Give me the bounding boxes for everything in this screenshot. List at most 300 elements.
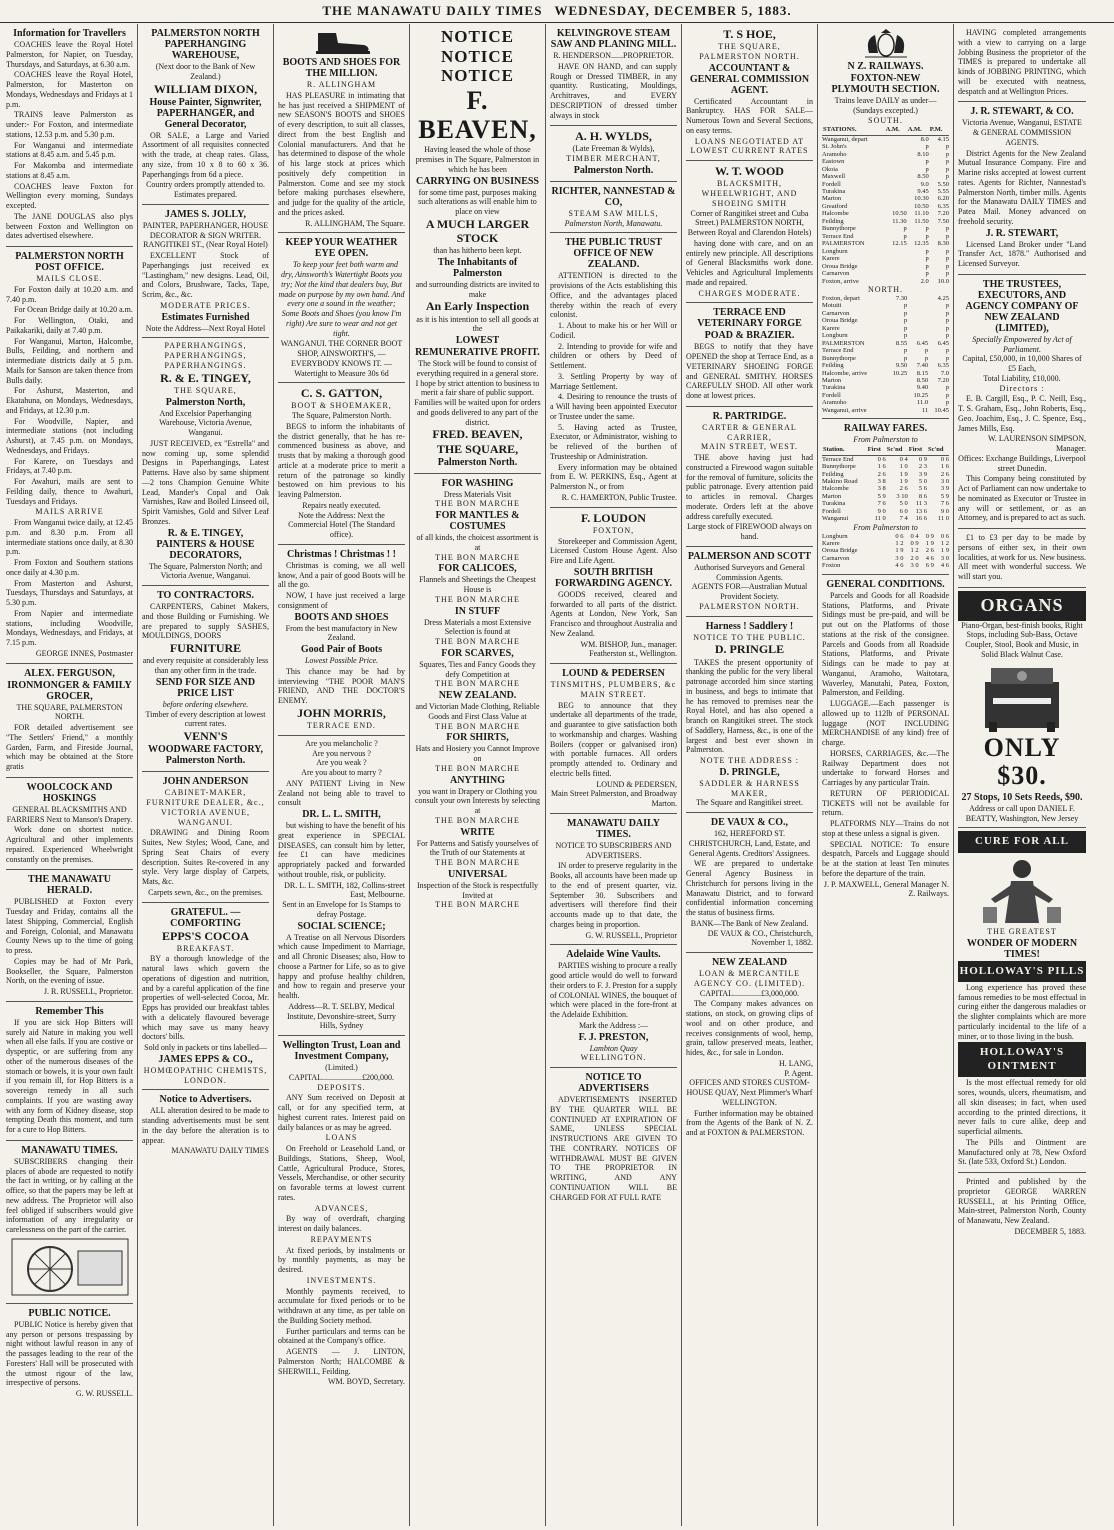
- trustees-ad: [958, 275, 1086, 529]
- adelaide-ad: [550, 945, 677, 1068]
- timetable-cell: p: [945, 332, 949, 340]
- keep-body: To keep your feet both warm and dry, Ainsworth's Watertight Boots you try; Not the kind that dealers buy, But made on purpose by my own hand. And every one a sound in the weather; Some Boots and Shoes (you know I'm right) Are sure to wear and not get tight.: [278, 260, 405, 338]
- fares-cell: 0 9: [925, 532, 934, 540]
- timetable-cell: Maxwell: [822, 173, 846, 181]
- fares-cell: 6 0: [899, 507, 908, 515]
- beaven-body: Having leased the whole of those premises in The Square, Palmerston in which he has been: [415, 145, 540, 174]
- timetable-header-cell: A.M.: [907, 125, 929, 135]
- shoe-body: Certificated Accountant in Bankruptcy. HAS FOR SALE—Numerous Town and Several Sections, on easy terms.: [686, 96, 813, 135]
- fares-header-cell: Sc'nd: [886, 445, 908, 455]
- christmas-body: Christmas is coming, we all well know, And a pair of good Boots will be all the go.: [278, 560, 405, 590]
- shoe-ad: [686, 24, 813, 161]
- jolly-note: Note the Address—Next Royal Hotel: [145, 323, 266, 333]
- fares-row: [822, 540, 949, 547]
- fares-cell: 2 6: [877, 470, 886, 478]
- allingham-signature: R. ALLINGHAM, The Square.: [305, 218, 405, 228]
- keep-address: WANGANUI. THE CORNER BOOT SHOP, AINSWORTH'S, — EVERYBODY KNOWS IT. — Watertight to Measure 30s 6d: [280, 339, 403, 378]
- fares-cell: 1 2: [895, 540, 904, 547]
- timetable-row: [822, 302, 949, 309]
- timetable-cell: p: [945, 391, 949, 399]
- timetable-cell: p: [945, 354, 949, 362]
- jolly-prices: MODERATE PRICES.: [160, 300, 251, 310]
- timetable-cell: 4.25: [937, 294, 949, 302]
- organs-sub: Piano-Organ, best-finish books, Right Stops, including Sub-Bass, Octave Coupler, Stool, Book and Music, in Solid Black Walnut Case.: [961, 620, 1083, 659]
- gen-title: GENERAL CONDITIONS.: [826, 578, 945, 590]
- rail-section: FOXTON-NEW PLYMOUTH SECTION.: [831, 73, 940, 95]
- epps-signature-2: HOMŒOPATHIC CHEMISTS, LONDON.: [143, 1065, 268, 1085]
- kelvin-proprietor: R. HENDERSON......PROPRIETOR.: [553, 51, 674, 60]
- mail-item: For Karere, on Tuesdays and Fridays, at 7.40 p.m.: [6, 456, 133, 476]
- featherston-address: Featherston st., Wellington.: [589, 649, 677, 659]
- timetable-cell: Halcombe: [822, 210, 849, 218]
- fares-cell: Fordell: [822, 507, 841, 515]
- nz-loan-ad: [686, 953, 813, 1143]
- timetable-body: [822, 295, 949, 415]
- wonder: WONDER OF MODERN TIMES!: [966, 937, 1078, 960]
- timetable-cell: p: [925, 143, 929, 151]
- timetable-cell: [885, 135, 907, 143]
- universal-body: Inspection of the Stock is respectfully Invited at: [416, 880, 539, 900]
- timetable-cell: Bunnythorpe: [822, 225, 856, 233]
- wood-ad: [686, 161, 813, 303]
- wellington-ltd: (Limited.): [325, 1063, 358, 1073]
- bon-item-sub: of all kinds, the choicest assortment is at: [416, 533, 539, 552]
- timetable-cell: 7.30: [895, 294, 908, 302]
- timetable-cell: [886, 399, 907, 406]
- timetable-row: [822, 347, 949, 354]
- times-subscribers-ad: [6, 1141, 133, 1304]
- notice-heading: NOTICE: [440, 66, 515, 86]
- bon-item-sub: Hats and Hosiery you Cannot Improve on: [415, 744, 540, 764]
- capital: CAPITAL....................£200,000.: [288, 1072, 395, 1082]
- loudon-trade: Storekeeper and Commission Agent, Licensed Custom House Agent. Also Fire and Life Agent.: [550, 536, 677, 566]
- timetable-row: [822, 407, 949, 414]
- timetable-row: [822, 188, 949, 195]
- wellington: WELLINGTON.: [580, 1053, 647, 1063]
- fares-row: [822, 500, 949, 507]
- timetable-cell: 8.50: [916, 377, 929, 384]
- trust-body: ATTENTION is directed to the provisions of the Acts establishing this Office, and the advantages placed thereby within the reach of every colonist.: [550, 271, 677, 320]
- timetable-cell: p: [904, 354, 908, 362]
- tingey-square: THE SQUARE,: [174, 385, 237, 395]
- bon-item: [414, 478, 541, 510]
- lang-name: H. LANG,: [779, 1058, 813, 1068]
- good-pair: Good Pair of Boots: [300, 644, 383, 656]
- now-from: From the best manufactory in New Zealand.: [285, 623, 398, 643]
- timetable-cell: p: [903, 225, 907, 233]
- fares-cell: Terrace End: [822, 455, 854, 463]
- mail-item: For Wanganui, Marton, Halcombe, Bulls, Feilding, and northern and intermediate districts daily at 5 p.m. Mails for Sanson are taken thence from Bulls daily.: [6, 336, 133, 385]
- trust-info: Every information may be obtained from E. W. PERKINS, Esq., Agent at Palmerston N., or from: [550, 462, 677, 492]
- smith-body: ANY PATIENT Living in New Zealand not being able to travel to consult: [278, 778, 405, 808]
- smith-name: DR. L. L. SMITH,: [302, 809, 381, 821]
- timetable-cell: Feilding: [822, 362, 844, 370]
- much-larger: A MUCH LARGER: [425, 216, 530, 231]
- notice-adv-title: Notice to Advertisers.: [159, 1094, 252, 1106]
- timetable-cell: Carnarvon: [822, 270, 850, 278]
- bon-item: [414, 690, 541, 731]
- special: SPECIAL NOTICE: To ensure despatch, Parcels and Luggage should be at the station at least Ten minutes before the departure of the train.: [822, 839, 949, 878]
- fares-cell: 5 0: [899, 500, 908, 508]
- beaven-name: F. BEAVEN,: [418, 86, 537, 144]
- printed-date: DECEMBER 5, 1883.: [1014, 1226, 1086, 1236]
- lowest-heading: LOWEST: [455, 335, 500, 347]
- contractors-title: TO CONTRACTORS.: [157, 590, 254, 602]
- timetable-row: [822, 325, 949, 332]
- nz-further: Further information may be obtained from the Agents of the Bank of N. Z. and at FOXTON & PALMERSTON.: [686, 1108, 813, 1138]
- herald-copies: Copies may be had of Mr Park, Bookseller, the Square, Palmerston North, on the evening of issue.: [6, 956, 133, 986]
- investments-body: Monthly payments received, to accumulate for fixed periods or to be withdrawn at any time, as per table on the Building Society method.: [278, 1286, 405, 1325]
- fares-body: [822, 533, 949, 570]
- fares-cell: 3 9: [940, 485, 949, 493]
- south-timetable: [822, 125, 949, 285]
- wylds-name: A. H. WYLDS,: [575, 129, 652, 144]
- royal-crest-icon: [859, 29, 913, 59]
- fares-row: [822, 508, 949, 515]
- timetable-cell: Terrace End: [822, 347, 854, 355]
- fares-cell: 1 9: [899, 470, 908, 478]
- allingham-ad: [278, 24, 405, 233]
- timetable-row: [822, 181, 949, 188]
- remunerative-heading: REMUNERATIVE PROFIT.: [415, 347, 540, 359]
- timetable-cell: p: [945, 225, 949, 233]
- universal-title: UNIVERSAL: [448, 868, 507, 880]
- bon-item-title: ANYTHING: [449, 774, 505, 786]
- fares-cell: Marton: [822, 492, 842, 500]
- fares-title: RAILWAY FARES.: [843, 423, 928, 435]
- fares-cell: 3 8: [877, 485, 886, 493]
- column-5: [546, 24, 682, 1526]
- timetable-cell: p: [925, 255, 929, 263]
- timetable-cell: 9.40: [916, 384, 929, 392]
- shoe-loans: LOANS NEGOTIATED AT LOWEST CURRENT RATES: [690, 136, 809, 156]
- kelvin-title: KELVINGROVE STEAM SAW AND PLANING MILL.: [550, 28, 677, 50]
- tingey-and: And Excelsior Paperhanging Warehouse, Victoria Avenue, Wanganui.: [159, 408, 252, 438]
- notice-advertisers-ad: [142, 1090, 269, 1160]
- timetable-cell: [907, 302, 928, 309]
- timetable-cell: Longburn: [822, 247, 848, 255]
- timetable-row: [822, 225, 949, 232]
- beaven-body-2: for some time past, purposes making such alterations as will enable him to place on view: [418, 187, 537, 216]
- ferguson-ad: [6, 664, 133, 778]
- bon-item: [414, 827, 541, 868]
- stewart-2-body: Licensed Land Broker under "Land Transfer Act, 1878." Authorised and Licensed Surveyor.: [958, 239, 1086, 268]
- mail-item: From Wanganui twice daily, at 12.45 p.m. and 8.30 p.m. From all intermediate stations once daily, at 8.30 p.m.: [6, 518, 133, 557]
- anderson-address: VICTORIA AVENUE, WANGANUI.: [160, 807, 251, 827]
- christmas-title: Christmas ! Christmas ! !: [287, 548, 396, 560]
- timetable-cell: p: [945, 309, 949, 317]
- fares-cell: 9 0: [877, 507, 886, 515]
- timetable-cell: 11: [921, 406, 929, 414]
- times-notice-title: MANAWATU DAILY TIMES.: [566, 817, 661, 840]
- stock-body: The Stock will be found to consist of everything required in a general store.: [416, 359, 539, 378]
- lound-trade: TINSMITHS, PLUMBERS, &c MAIN STREET.: [550, 680, 677, 699]
- trust-item: 1. About to make his or her Will or Codicil.: [550, 321, 677, 340]
- paperhanging-sub: (Next door to the Bank of New Zealand.): [155, 62, 256, 81]
- timetable-cell: p: [945, 262, 949, 270]
- masthead: [0, 0, 1114, 23]
- timetable-cell: 7.50: [937, 217, 949, 225]
- fares-cell: 4 6: [895, 562, 904, 570]
- timetable-cell: [886, 392, 907, 399]
- send-sub: before ordering elsewhere.: [162, 699, 249, 709]
- timetable-cell: 10.30: [914, 195, 929, 203]
- timetable-row: [822, 195, 949, 202]
- mails-arrive: MAILS ARRIVE: [35, 507, 104, 517]
- kelvingrove-ad: [550, 24, 677, 126]
- directors-list: E. B. Cargill, Esq., P. C. Neill, Esq., T. S. Graham, Esq., John Roberts, Esq., Geo. Joachim, Esq., J. C. Spence, Esq., James Mills, Esq.: [958, 394, 1086, 433]
- allingham-head: BOOTS AND SHOES FOR THE MILLION.: [282, 57, 401, 79]
- info-item: COACHES leave the Royal Hotel, Palmerston, for Masterton on Mondays, Wednesdays and Fridays at 1 p.m.: [6, 70, 133, 109]
- paperhangings-line: PAPERHANGINGS,: [164, 341, 247, 351]
- trust-item: 4. Desiring to renounce the trusts of a Will having been appointed Executor or Trustee under the same.: [550, 392, 677, 421]
- fares-row: [822, 485, 949, 492]
- timetable-cell: 8.30: [937, 240, 949, 248]
- anderson-trade: CABINET-MAKER, FURNITURE DEALER, &c.,: [146, 788, 265, 807]
- fares-row: [822, 493, 949, 500]
- wood-trade: BLACKSMITH, WHEELWRIGHT, AND SHOEING SMITH: [701, 179, 798, 208]
- the-square: THE SQUARE,: [436, 441, 519, 456]
- nz-title: NEW ZEALAND: [711, 957, 788, 969]
- bon-marche-ad: [414, 474, 541, 915]
- notice-adv-body: ALL alteration desired to be made to standing advertisements must be sent in the day before the alteration is to appear.: [142, 1106, 269, 1145]
- timetable-cell: [885, 173, 907, 180]
- epps-name: EPPS'S COCOA: [161, 928, 249, 943]
- timetable-row: [822, 317, 949, 324]
- richter-address: Palmerston North, Manawatu.: [564, 218, 663, 228]
- pringle-address: The Square and Rangitikei street.: [696, 798, 803, 808]
- forge-body: BEGS to notify that they have OPENED the shop at Terrace End, as a VETERINARY SHOEING FORGE and GENERAL SMITHY. HORSES CAREFULLY SHOD. All other work done at lowest prices.: [686, 342, 813, 401]
- dixon-estimates: Estimates prepared.: [173, 190, 238, 200]
- venn-ad: [142, 586, 269, 772]
- fares-from-2: From Palmerston to: [853, 522, 918, 532]
- pills-body: Long experience has proved these famous remedies to be most effectual in curing either the dangerous maladies or the slighter complaints which are more particularly incidental to the life of a miner, or to those living in the bush.: [958, 982, 1086, 1041]
- loudon-ad: [550, 508, 677, 664]
- pringle-signature: D. PRINGLE,: [719, 766, 780, 778]
- timetable-cell: p: [945, 247, 949, 255]
- fares-cell: 0 4: [910, 532, 919, 540]
- stewart-address: Victoria Avenue, Wanganui, ESTATE & GENERAL COMMISSION AGENTS.: [962, 118, 1082, 147]
- timetable-cell: p: [945, 158, 949, 166]
- chance-body: This chance may be had by interviewing "THE POOR MAN'S FRIEND, AND THE DOCTOR'S ENEMY.: [278, 666, 405, 706]
- luggage: LUGGAGE.—Each passenger is allowed up to 112lb of PERSONAL luggage (NOT INCLUDING MERCHANDISE of any kind) free of charge.: [822, 699, 949, 748]
- nz-offices: OFFICES AND STORES CUSTOM-HOUSE QUAY, Next Plimmer's Wharf WELLINGTON.: [686, 1078, 813, 1107]
- timetable-cell: [886, 384, 907, 391]
- railways-ad: [822, 24, 949, 419]
- bon-item: [414, 606, 541, 647]
- timetable-cell: p: [945, 384, 949, 392]
- timetable-cell: [885, 278, 907, 285]
- fares-cell: 2 6: [925, 547, 934, 555]
- timetable-cell: p: [904, 317, 908, 325]
- tingey-ad: [142, 338, 269, 586]
- lound-signature-2: Main Street Palmerston, and Broadway Marton.: [551, 789, 677, 809]
- organs-price: ONLY $30.: [983, 732, 1061, 791]
- timetable-cell: Carnarvon: [822, 309, 850, 317]
- timetable-cell: p: [904, 309, 908, 317]
- timetable-cell: [886, 377, 907, 384]
- vaux-address: 162, HEREFORD ST. CHRISTCHURCH, Land, Estate, and General Agents. Creditors' Assignees.: [688, 829, 811, 858]
- than-hitherto: than has hitherto been kept.: [433, 246, 522, 256]
- timetable-cell: Foxton, arrive: [822, 277, 859, 285]
- nz-capital: CAPITAL..............£3,000,000.: [699, 988, 800, 998]
- fares-cell: 3 8: [877, 477, 886, 485]
- epps-body: BY a thorough knowledge of the natural laws which govern the operations of digestion and nutrition, and by a careful application of the fine properties of well-selected Cocoa, Mr. Epps has provided our breakfast tables with a delicately flavoured beverage which may save us many heavy doctors' bills.: [142, 954, 269, 1042]
- bon-item-title: FOR MANTLES & COSTUMES: [435, 510, 520, 533]
- timetable-row: [822, 377, 949, 384]
- notice-advertisers-footer: [550, 1068, 677, 1207]
- wellington-trust-ad: [278, 1036, 405, 1391]
- fares-cell: Turakina: [822, 500, 846, 508]
- richter-ad: [550, 182, 677, 234]
- timetable-cell: p: [945, 165, 949, 173]
- holloway-figure-illustration: [977, 855, 1067, 925]
- timetable-row: [822, 158, 949, 165]
- stewart-2-name: J. R. STEWART,: [985, 227, 1059, 239]
- bon-item: [414, 775, 541, 826]
- timetable-cell: p: [925, 158, 929, 166]
- timetable-cell: 10.45: [934, 406, 949, 414]
- bon-item-title: FOR CALICOES,: [438, 563, 517, 575]
- furniture-body: and every requisite at considerably less than any other firm in the trade.: [142, 656, 269, 676]
- timetable-cell: [886, 407, 907, 414]
- anderson-ad: [142, 772, 269, 902]
- pringle-notice: NOTICE TO THE PUBLIC.: [693, 632, 806, 642]
- timetable-cell: p: [945, 270, 949, 278]
- fares-cell: 1 6: [940, 463, 949, 471]
- timetable-cell: 11.0: [916, 399, 929, 407]
- anderson-carpets: Carpets sewn, &c., on the premises.: [148, 887, 263, 897]
- rail-signature: J. P. MAXWELL, General Manager N. Z. Railways.: [823, 879, 949, 899]
- allingham-name: R. ALLINGHAM: [306, 80, 377, 89]
- imprint: [958, 1173, 1086, 1241]
- fares-row: [822, 455, 949, 463]
- info-item: TRAINS leave Palmerston as under:- For Foxton, and intermediate stations, 12.53 p.m. and 5.30 p.m.: [6, 110, 133, 139]
- lound-title: LOUND & PEDERSEN: [562, 668, 665, 680]
- ointment-body: Is the most effectual remedy for old sores, wounds, ulcers, rheumatism, and all skin diseases; in fact, when used according to the printed directions, it never fails to cure alike, deep and superficial ailments.: [958, 1078, 1086, 1137]
- timetable-row: [822, 310, 949, 317]
- morris-address: TERRACE END.: [307, 721, 376, 731]
- trustees-liability: Total Liability, £10,000.: [983, 373, 1061, 383]
- bon-item-sub: Squares, Ties and Fancy Goods they defy Competition at: [419, 659, 536, 679]
- timetable-row: [822, 135, 949, 143]
- timetable-cell: 6.45: [937, 339, 949, 347]
- carrying-on: CARRYING ON BUSINESS: [415, 175, 539, 187]
- fares-cell: 5 9: [940, 492, 949, 500]
- timetable-cell: 6.35: [937, 362, 949, 370]
- fares-cell: 11 0: [874, 515, 886, 523]
- timetable-cell: p: [945, 347, 949, 355]
- timetable-cell: [885, 248, 907, 255]
- greatest: THE GREATEST: [987, 926, 1057, 936]
- palmerston-north: Palmerston North.: [437, 456, 518, 468]
- notice-heading: NOTICE: [440, 46, 515, 66]
- fares-cell: 0 4: [899, 455, 908, 463]
- timetable-cell: Turakina: [822, 188, 846, 195]
- timetable-row: [822, 332, 949, 339]
- mail-item: For Wellington, Otaki, and Paikakariki, daily at 7.40 p.m.: [6, 316, 133, 335]
- fares-cell: 1 9: [899, 477, 908, 485]
- bon-item-title: IN STUFF: [454, 605, 501, 617]
- jolly-name: JAMES S. JOLLY,: [165, 208, 246, 220]
- gatton-ad: [278, 383, 405, 545]
- vaux-name: DE VAUX & CO.,: [710, 817, 789, 829]
- timetable-cell: 8.50: [917, 173, 929, 181]
- partridge-body: THE above having just had constructed a Firewood wagon suitable for the removal of furniture, solicits the public patronage. Every attention paid to articles in removal. Charges moderate. Orders left at the above address carefully executed.: [686, 453, 813, 521]
- venn-sub: WOODWARE FACTORY, Palmerston North.: [147, 744, 264, 767]
- richter-name: RICHTER, NANNESTAD & CO,: [551, 185, 676, 208]
- timetable-cell: Okoia: [822, 165, 838, 173]
- timetable-header-cell: A.M.: [885, 125, 907, 135]
- mail-item: From Masterton and Ashurst, Tuesdays, Thursdays and Saturdays, at 5.30 p.m.: [6, 578, 133, 607]
- timetable-cell: p: [925, 247, 929, 255]
- fares-cell: 1 9: [940, 547, 949, 555]
- adelaide-mark: Mark the Address :—: [578, 1020, 649, 1030]
- timetable-cell: p: [924, 347, 929, 355]
- mail-item: For Woodville, Napier, and intermediate stations (not including Ashurst), at 7.45 p.m. on Mondays, Wednesdays, and Fridays.: [6, 416, 133, 455]
- bon-name: THE BON MARCHE: [435, 637, 520, 647]
- smith-body-2: but wishing to have the benefit of his great experience in SPECIAL DISEASES, can consult him by letter, fee £1 can have medicines appropriately packed and forwarded without trouble, risk, or publicity.: [278, 821, 405, 879]
- fares-header-cell: Sc'nd: [927, 445, 949, 455]
- timetable-cell: p: [945, 143, 949, 151]
- agents-body: AGENTS — J. LINTON, Palmerston North; HALCOMBE & SHERWILL, Feilding.: [278, 1347, 405, 1376]
- paperhangings-line: PAPERHANGINGS.: [164, 360, 247, 370]
- timetable-row: [822, 263, 949, 270]
- furniture-title: FURNITURE: [169, 641, 242, 656]
- keep-title: KEEP YOUR WEATHER EYE OPEN.: [285, 237, 398, 260]
- dixon-body: OR SALE, a Large and Varied Assortment of all requisites connected with the trade, at cheap rates. Glass, any size, from 10 x 8 to 60 x 36. Paperhangings from 6d a piece.: [142, 130, 269, 179]
- column-2: [138, 24, 274, 1526]
- fares-cell: 2 3: [918, 463, 927, 471]
- forge-name: POAD & BRAZIER.: [704, 330, 795, 342]
- timetable-cell: Bunnythorpe: [822, 354, 856, 362]
- fares-cell: 11 0: [937, 515, 949, 523]
- vaux-bank: BANK—The Bank of New Zealand.: [690, 918, 809, 928]
- fares-cell: 0 6: [895, 532, 904, 540]
- masthead-title: THE MANAWATU DAILY TIMES: [322, 3, 543, 18]
- shoe-address: PALMERSTON NORTH.: [699, 51, 800, 61]
- pringle-ad: [686, 617, 813, 813]
- timetable-cell: Marton: [822, 377, 842, 384]
- paperhangings-line: PAPERHANGINGS,: [164, 351, 247, 361]
- fares-cell: 5 9: [877, 492, 886, 500]
- pringle-note: NOTE THE ADDRESS :: [700, 756, 799, 766]
- fares-cell: 2 6: [940, 470, 949, 478]
- timetable-row: [822, 384, 949, 391]
- timetable-cell: 8.55: [895, 339, 908, 347]
- public-signature: G. W. RUSSELL.: [75, 1389, 133, 1398]
- venn-title: VENN'S: [183, 729, 228, 744]
- fares-cell: 1 9: [925, 540, 934, 547]
- timetable-cell: 2.0: [920, 277, 929, 285]
- timetable-cell: p: [945, 317, 949, 325]
- epps-signature: JAMES EPPS & CO.,: [158, 1053, 253, 1065]
- cure-banner: CURE FOR ALL: [958, 831, 1086, 852]
- social-body: A Treatise on all Nervous Disorders which cause Impediment to Marriage, and all Chronic Diseases; also, How to choose a Partner for Life, so as to give happy and profuse healthy children, and how to regain and preserve your health.: [278, 932, 405, 1001]
- lound-ad: [550, 664, 677, 814]
- loudon-name: F. LOUDON: [581, 510, 646, 525]
- hop-bitters-ad: [6, 1002, 133, 1141]
- lambton-quay: Lambton Quay: [589, 1043, 638, 1053]
- timetable-cell: [885, 166, 907, 173]
- timetable-cell: 11.30: [892, 217, 907, 225]
- bon-item-sub: and Victorian Made Clothing, Reliable Goods and First Class Value at: [415, 702, 540, 721]
- wylds-trade: TIMBER MERCHANT,: [566, 154, 661, 164]
- timetable-cell: Oroua Bridge: [822, 317, 858, 325]
- bon-item-title: FOR WASHING: [441, 477, 514, 489]
- woolcock-name: WOOLCOCK AND HOSKINGS: [26, 781, 113, 804]
- goods-body: GOODS received, cleared and forwarded to all parts of the district. Agents at London, New York, San Francisco and throughout Australia and New Zealand.: [550, 589, 677, 638]
